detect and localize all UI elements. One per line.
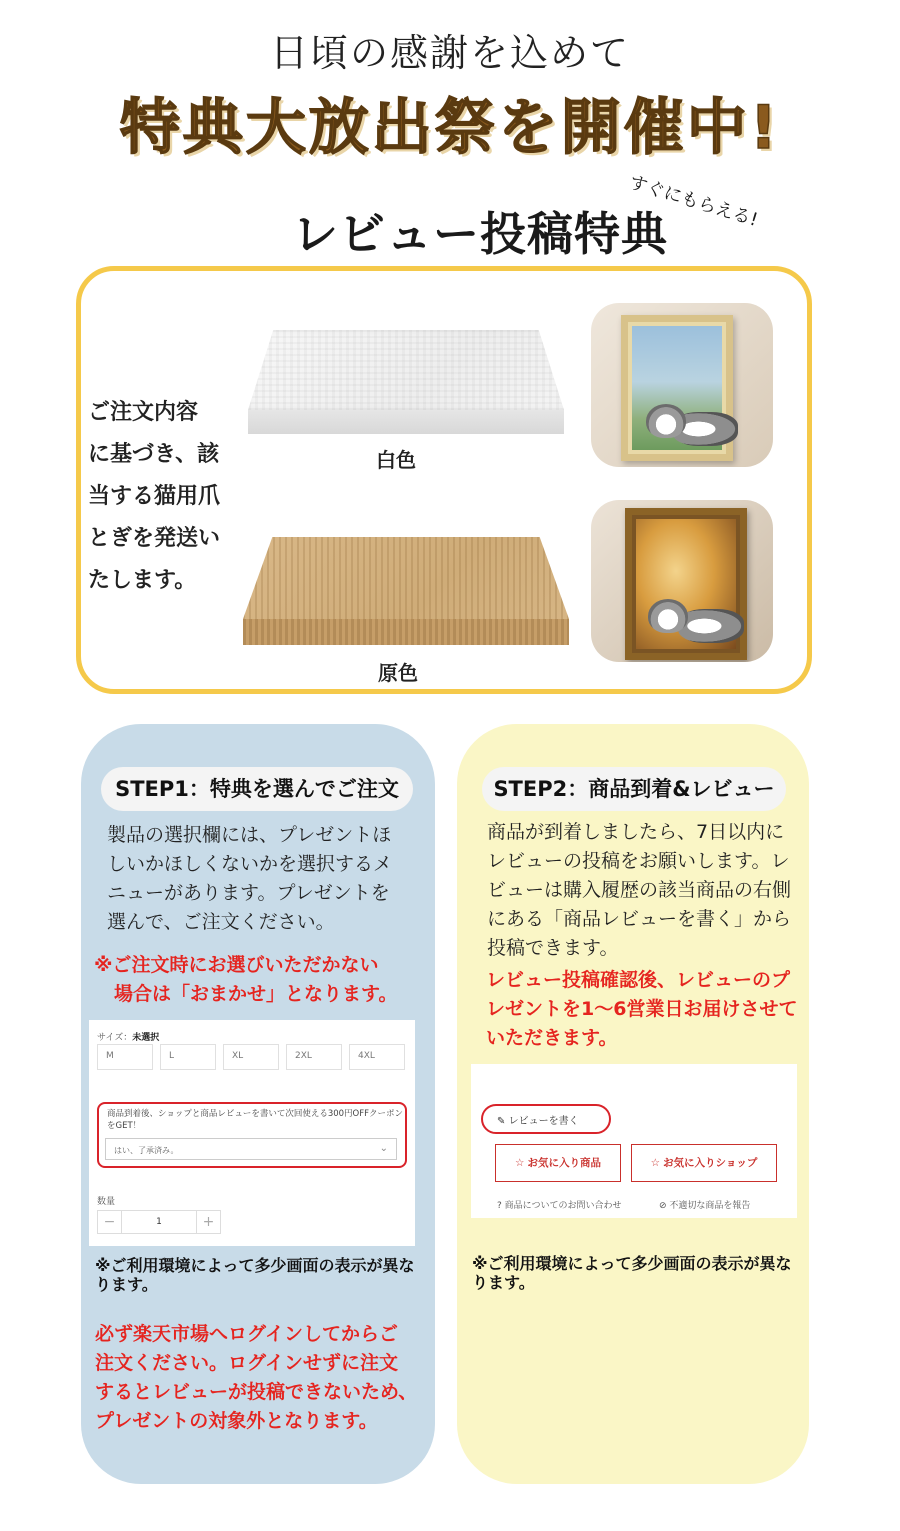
- step2-env-note: ※ご利用環境によって多少画面の表示が異なります。: [472, 1254, 792, 1292]
- login-warning-line: するとレビューが投稿できないため、: [95, 1381, 418, 1403]
- step2-body-line: にある「商品レビューを書く」から: [487, 908, 792, 930]
- natural-scratcher-edge: [243, 619, 569, 645]
- frame: [621, 315, 733, 461]
- write-review-label: レビューを書く: [508, 1116, 579, 1127]
- step1-title: STEP1：特典を選んでご注文: [101, 767, 413, 811]
- login-warning-line: プレゼントの対象外となります。: [95, 1410, 378, 1432]
- quantity-decrement-button[interactable]: −: [98, 1211, 122, 1233]
- chevron-down-icon: ⌄: [379, 1143, 388, 1154]
- step1-env-note: ※ご利用環境によって多少画面の表示が異なります。: [95, 1256, 415, 1294]
- painting: [632, 326, 722, 450]
- framed-cat-portrait-reading-icon: [591, 500, 773, 662]
- step1-warning-line: 場合は「おまかせ」となります。: [114, 983, 398, 1005]
- step1-body-line: 製品の選択欄には、プレゼントほ: [107, 824, 392, 846]
- header-title: 特典大放出祭を開催中!: [119, 93, 781, 163]
- size-option-m[interactable]: M: [97, 1044, 153, 1070]
- natural-scratcher-image: [243, 537, 569, 619]
- step2-body-line: 投稿できます。: [487, 937, 619, 959]
- cat-head: [648, 599, 688, 633]
- step2-title: STEP2：商品到着&レビュー: [482, 767, 786, 811]
- gift-description-line: たします。: [88, 568, 197, 593]
- step1-warning: [94, 951, 414, 1009]
- cat-head: [646, 404, 686, 438]
- login-warning-line: 注文ください。ログインせずに注文: [95, 1352, 399, 1374]
- coupon-select[interactable]: [105, 1138, 397, 1160]
- question-icon: ?: [497, 1201, 502, 1211]
- order-form-screenshot: [89, 1020, 415, 1246]
- gift-description: [88, 392, 248, 602]
- step2-body-line: ビューは購入履歴の該当商品の右側: [487, 879, 792, 901]
- star-icon: ☆: [515, 1157, 525, 1169]
- favorite-item-button[interactable]: [495, 1144, 621, 1182]
- gift-description-line: 当する猫用爪: [88, 484, 221, 509]
- white-scratcher-edge: [248, 410, 564, 434]
- size-option-4xl[interactable]: 4XL: [349, 1044, 405, 1070]
- favorite-shop-label: お気に入りショップ: [663, 1157, 758, 1169]
- step2-body: [487, 818, 799, 963]
- size-option-2xl[interactable]: 2XL: [286, 1044, 342, 1070]
- step2-red-line: レビュー投稿確認後、レビューのプ: [486, 969, 791, 991]
- quantity-label: 数量: [97, 1197, 116, 1207]
- review-screenshot: [471, 1064, 797, 1218]
- report-label: 不適切な商品を報告: [669, 1201, 751, 1211]
- login-warning-line: 必ず楽天市場へログインしてからご: [95, 1323, 399, 1345]
- step1-body-line: ニューがあります。プレゼントを: [107, 882, 390, 904]
- size-option-xl[interactable]: XL: [223, 1044, 279, 1070]
- coupon-select-value: はい、了承済み。: [114, 1146, 179, 1155]
- quantity-increment-button[interactable]: +: [196, 1211, 220, 1233]
- step1-warning-line: ※ご注文時にお選びいただかない: [94, 954, 379, 976]
- promo-note: すぐにもらえる!: [626, 171, 761, 231]
- favorite-item-label: お気に入り商品: [527, 1157, 601, 1169]
- inquiry-label: 商品についてのお問い合わせ: [504, 1201, 622, 1211]
- step2-red-note: [486, 966, 802, 1053]
- inquiry-link[interactable]: [497, 1198, 621, 1211]
- step2-body-line: 商品が到着しましたら、7日以内に: [487, 821, 785, 843]
- gift-description-line: ご注文内容: [88, 400, 199, 425]
- step2-body-line: レビューの投稿をお願いします。レ: [487, 850, 790, 872]
- step1-body-line: 選んで、ご注文ください。: [107, 911, 335, 933]
- prohibited-icon: ⊘: [659, 1201, 667, 1211]
- framed-cat-portrait-parasol-icon: [591, 303, 773, 467]
- report-link[interactable]: [659, 1198, 750, 1211]
- promo-title: レビュー投稿特典: [292, 207, 668, 261]
- star-icon: ☆: [650, 1157, 661, 1169]
- pencil-icon: ✎: [497, 1116, 506, 1127]
- size-option-l[interactable]: L: [160, 1044, 216, 1070]
- frame: [625, 508, 747, 660]
- step1-body: [107, 821, 407, 937]
- quantity-stepper: [97, 1210, 221, 1234]
- step1-body-line: しいかほしくないかを選択するメ: [107, 853, 393, 875]
- gift-description-line: とぎを発送い: [88, 526, 221, 551]
- painting: [636, 519, 736, 649]
- gift-description-line: に基づき、該: [88, 442, 220, 467]
- option-white-label: 白色: [376, 448, 416, 472]
- quantity-value[interactable]: 1: [156, 1217, 162, 1227]
- step2-red-line: レゼントを1〜6営業日お届けさせて: [486, 998, 798, 1020]
- white-scratcher-image: [248, 330, 564, 410]
- write-review-button[interactable]: [481, 1104, 611, 1134]
- option-natural-label: 原色: [378, 661, 418, 685]
- size-label: サイズ：未選択: [97, 1033, 160, 1043]
- favorite-shop-button[interactable]: [631, 1144, 777, 1182]
- header-subtitle: 日頃の感謝を込めて: [269, 31, 630, 75]
- login-warning: [95, 1320, 425, 1436]
- coupon-text: 商品到着後、ショップと商品レビューを書いて次回使える300円OFFクーポンをGET！: [107, 1109, 404, 1131]
- step2-red-line: いただきます。: [486, 1027, 618, 1049]
